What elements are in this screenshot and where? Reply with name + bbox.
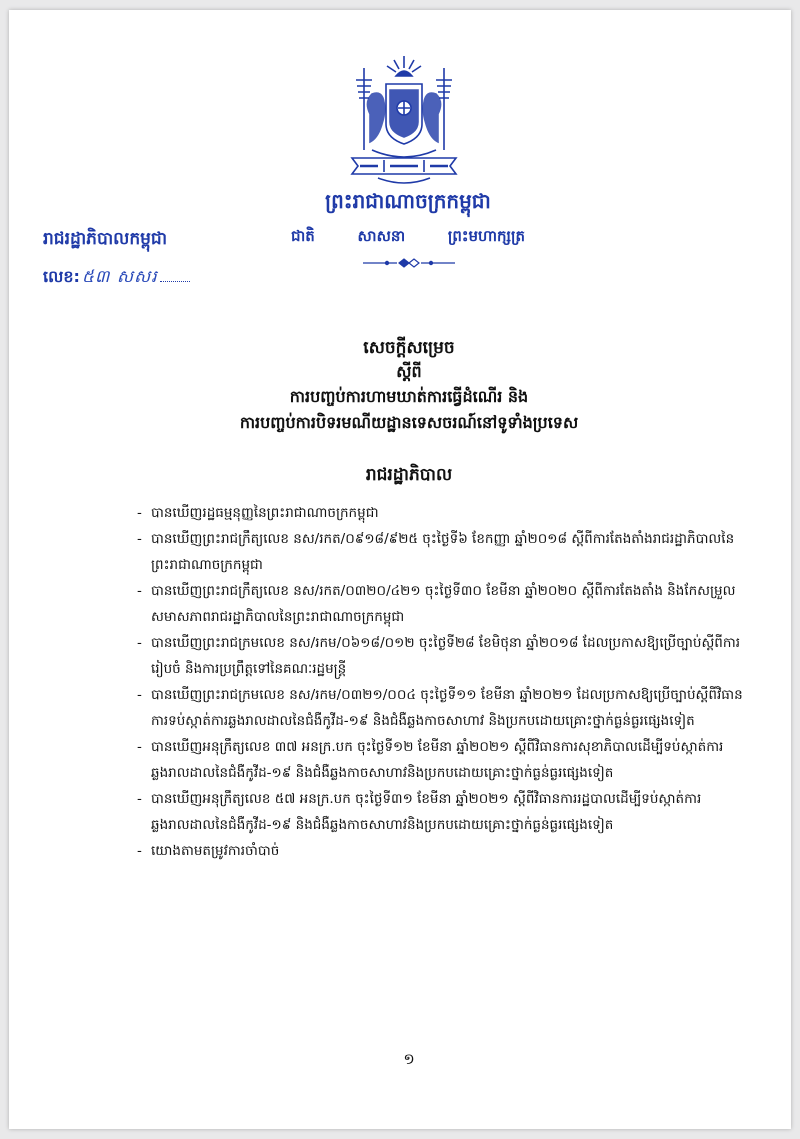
list-dash: -: [137, 635, 142, 651]
motto-nation: ជាតិ: [291, 227, 315, 245]
list-dash: -: [137, 843, 142, 859]
list-dash: -: [137, 505, 142, 521]
considerations-list: [137, 500, 745, 864]
handwritten-number: ៥៣ សសរ: [81, 267, 158, 287]
issuing-authority: រាជរដ្ឋាភិបាលកម្ពុជា: [43, 229, 168, 249]
motto-king: ព្រះមហាក្សត្រ: [447, 227, 525, 245]
list-dash: -: [137, 583, 142, 599]
document-title-block: [109, 336, 709, 436]
document-page: [9, 10, 791, 1129]
topic-line-1: ការបញ្ចប់ការហាមឃាត់ការធ្វើដំណើរ និង: [289, 387, 529, 406]
list-item: - បានឃើញអនុក្រឹត្យលេខ ៥៧ អនក្រ.បក ចុះថ្ងៃទី៣១ ខែមីនា ឆ្នាំ២០២១ ស្តីពីវិធានការរដ្ឋបាលដើម្បីទប់ស្កាត់ការឆ្លងរាលដាលនៃជំងឺកូវីដ-១៩ និងជំងឺឆ្លងកាចសាហាវនិងប្រកបដោយគ្រោះថ្នាក់ធ្ងន់ធ្ងរផ្សេងទៀត: [137, 786, 745, 838]
list-item: - បានឃើញព្រះរាជក្រមលេខ នស/រកម/០៦១៨/០១២ ចុះថ្ងៃទី២៨ ខែមិថុនា ឆ្នាំ២០១៨ ដែលប្រកាសឱ្យប្រើច្បាប់ស្តីពីការរៀបចំ និងការប្រព្រឹត្តទៅនៃគណៈរដ្ឋមន្ត្រី: [137, 630, 745, 682]
list-item: - បានឃើញអនុក្រឹត្យលេខ ៣៧ អនក្រ.បក ចុះថ្ងៃទី១២ ខែមីនា ឆ្នាំ២០២១ ស្តីពីវិធានការសុខាភិបាលដើម្បីទប់ស្កាត់ការឆ្លងរាលដាលនៃជំងឺកូវីដ-១៩ និងជំងឺឆ្លងកាចសាហាវនិងប្រកបដោយគ្រោះថ្នាក់ធ្ងន់ធ្ងរផ្សេងទៀត: [137, 734, 745, 786]
national-motto: [291, 227, 525, 249]
kingdom-title: ព្រះរាជាណាចក្រកម្ពុជា: [325, 189, 491, 213]
document-number: [43, 266, 190, 291]
number-dotted-line: [160, 281, 190, 282]
list-item: - បានឃើញព្រះរាជក្រមលេខ នស/រកម/០៣២១/០០៤ ចុះថ្ងៃទី១១ ខែមីនា ឆ្នាំ២០២១ ដែលប្រកាសឱ្យប្រើច្បាប់ស្តីពីវិធានការទប់ស្កាត់ការឆ្លងរាលដាលនៃជំងឺកូវីដ-១៩ និងជំងឺឆ្លងកាចសាហាវ និងប្រកបដោយគ្រោះថ្នាក់ធ្ងន់ធ្ងរផ្សេងទៀត: [137, 682, 745, 734]
page-number: ១: [403, 1050, 415, 1068]
list-item: - បានឃើញព្រះរាជក្រឹត្យលេខ នស/រកត/០៩១៨/៩២៥ ចុះថ្ងៃទី៦ ខែកញ្ញា ឆ្នាំ២០១៨ ស្តីពីការតែងតាំងរាជរដ្ឋាភិបាលនៃព្រះរាជាណាចក្រកម្ពុជា: [137, 526, 745, 578]
list-item: - បានឃើញព្រះរាជក្រឹត្យលេខ នស/រកត/០៣២០/៤២១ ចុះថ្ងៃទី៣០ ខែមីនា ឆ្នាំ២០២០ ស្តីពីការតែងតាំង និងកែសម្រួលសមាសភាពរាជរដ្ឋាភិបាលនៃព្រះរាជាណាចក្រកម្ពុជា: [137, 578, 745, 630]
document-title: សេចក្តីសម្រេច: [363, 338, 455, 358]
list-dash: -: [137, 791, 142, 807]
section-heading: រាជរដ្ឋាភិបាល: [365, 465, 453, 485]
list-dash: -: [137, 531, 142, 547]
number-label: លេខ:: [43, 267, 80, 286]
list-item: - បានឃើញរដ្ឋធម្មនុញ្ញនៃព្រះរាជាណាចក្រកម្ពុជា: [137, 500, 745, 526]
list-item: - យោងតាមតម្រូវការចាំបាច់: [137, 838, 745, 864]
royal-coat-of-arms-icon: [342, 54, 466, 188]
document-subtitle: ស្តីពី: [396, 362, 422, 381]
motto-religion: សាសនា: [357, 227, 406, 245]
topic-line-2: ការបញ្ចប់ការបិទរមណីយដ្ឋានទេសចរណ៍នៅទូទាំងប្រទេស: [239, 413, 579, 432]
list-dash: -: [137, 687, 142, 703]
list-dash: -: [137, 739, 142, 755]
divider-ornament-icon: [359, 256, 459, 270]
